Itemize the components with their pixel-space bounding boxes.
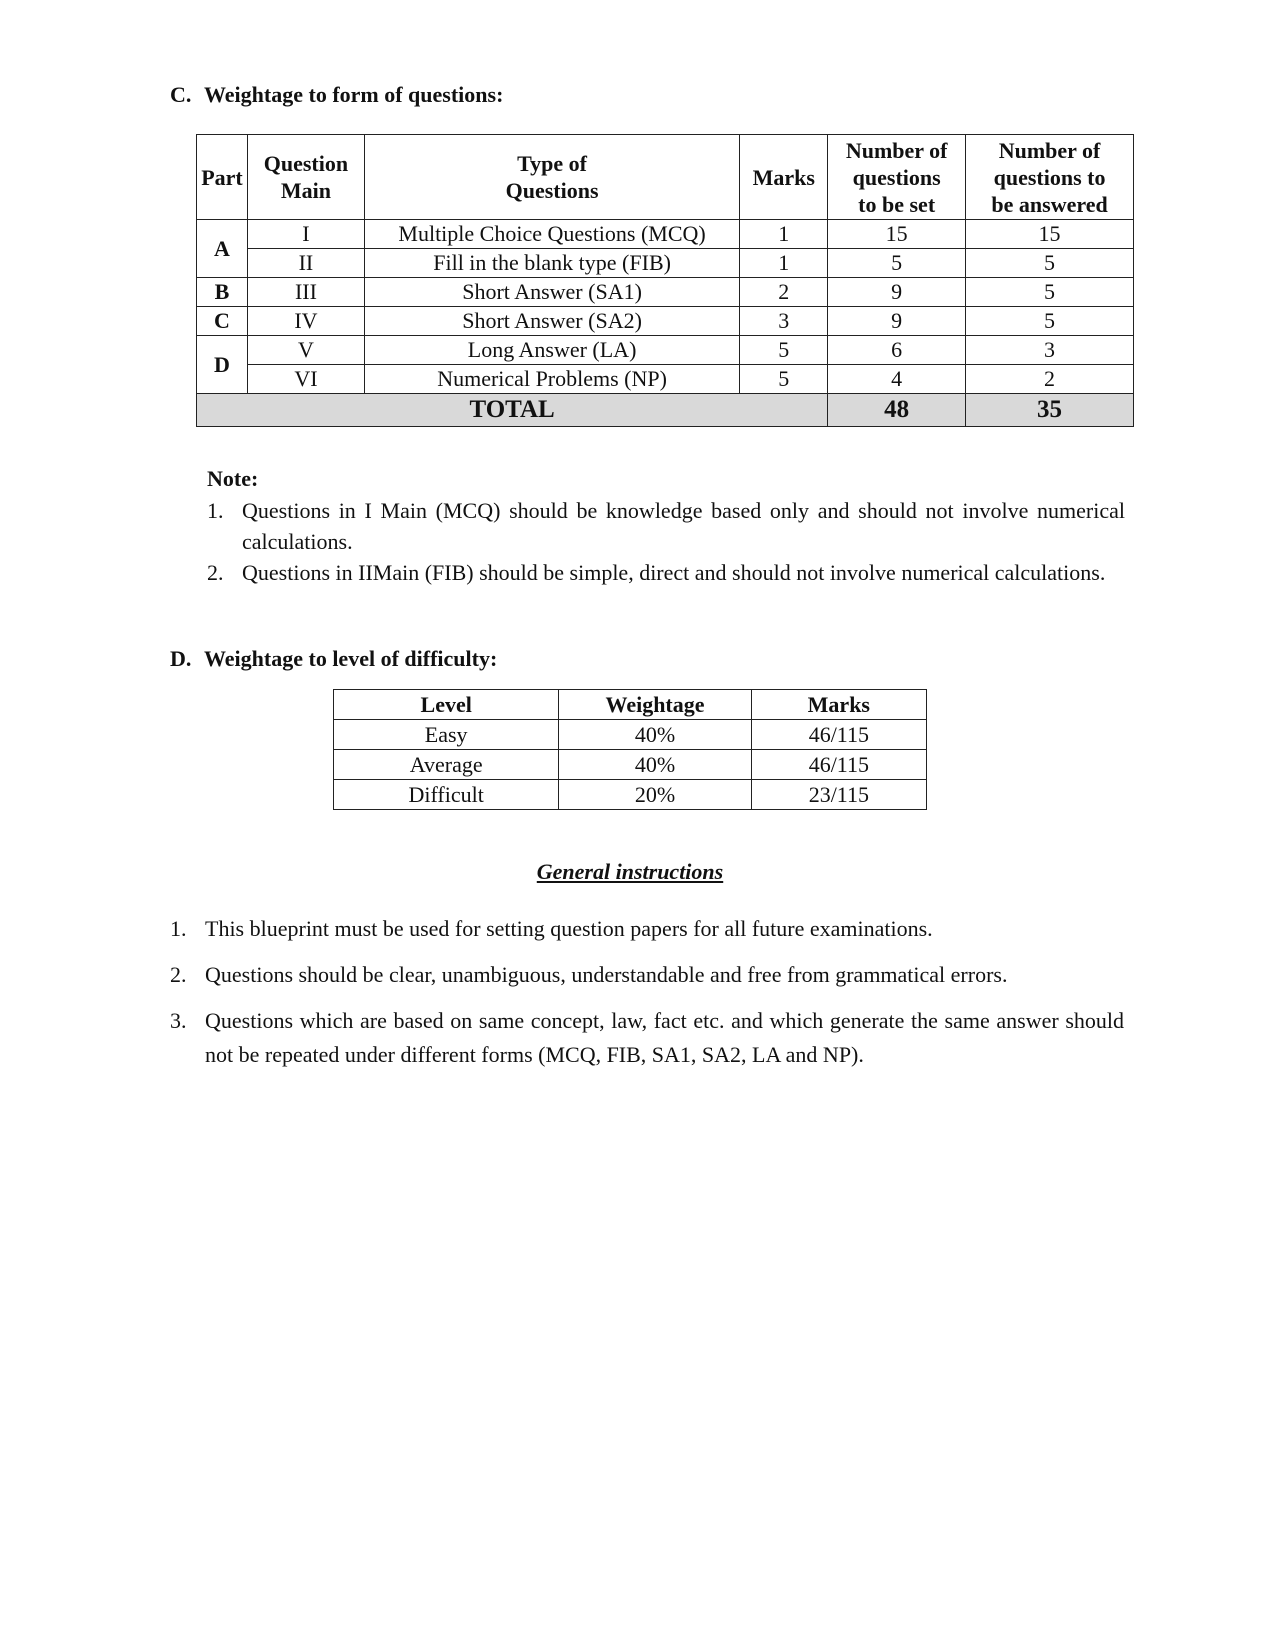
question-type-cell: Long Answer (LA) <box>364 336 739 365</box>
table-row <box>197 249 1134 278</box>
weightage-cell: 40% <box>559 720 751 750</box>
to-be-answered-cell: 5 <box>966 278 1134 307</box>
question-main-cell: III <box>247 278 364 307</box>
list-item <box>170 958 1124 992</box>
level-cell: Average <box>334 750 559 780</box>
question-main-cell: I <box>247 220 364 249</box>
list-item <box>207 495 1125 557</box>
header-level: Level <box>334 690 559 720</box>
section-d-title: Weightage to level of difficulty: <box>204 646 498 671</box>
header-to-be-answered: Number of questions to be answered <box>966 135 1134 220</box>
marks-cell: 3 <box>740 307 828 336</box>
header-marks: Marks <box>740 135 828 220</box>
question-type-cell: Multiple Choice Questions (MCQ) <box>364 220 739 249</box>
instruction-text: Questions which are based on same concept, law, fact etc. and which generate the same answer should not be repeated under different forms (MCQ, FIB, SA1, SA2, LA and NP). <box>205 1008 1124 1067</box>
to-be-answered-cell: 5 <box>966 307 1134 336</box>
table-header-row <box>197 135 1134 220</box>
table-row <box>197 336 1134 365</box>
to-be-answered-cell: 2 <box>966 365 1134 394</box>
to-be-answered-cell: 15 <box>966 220 1134 249</box>
weightage-cell: 40% <box>559 750 751 780</box>
marks-cell: 1 <box>740 220 828 249</box>
table-row <box>197 307 1134 336</box>
question-type-cell: Numerical Problems (NP) <box>364 365 739 394</box>
marks-cell: 46/115 <box>751 720 926 750</box>
to-be-set-cell: 4 <box>828 365 966 394</box>
marks-cell: 46/115 <box>751 750 926 780</box>
note-number: 2. <box>207 560 224 585</box>
general-instructions-list <box>170 912 1124 1084</box>
instruction-number: 2. <box>170 962 187 987</box>
instruction-text: Questions should be clear, unambiguous, understandable and free from grammatical errors. <box>205 962 1008 987</box>
table-row <box>197 278 1134 307</box>
to-be-set-cell: 15 <box>828 220 966 249</box>
instruction-number: 1. <box>170 916 187 941</box>
header-weightage: Weightage <box>559 690 751 720</box>
weightage-cell: 20% <box>559 780 751 810</box>
weightage-form-table <box>196 134 1134 427</box>
question-type-cell: Fill in the blank type (FIB) <box>364 249 739 278</box>
header-marks: Marks <box>751 690 926 720</box>
table-header-row <box>334 690 927 720</box>
list-item <box>170 912 1124 946</box>
table-row <box>197 220 1134 249</box>
part-cell: A <box>197 220 248 278</box>
section-c-label: C. <box>170 82 192 107</box>
instruction-text: This blueprint must be used for setting question papers for all future examinations. <box>205 916 933 941</box>
question-type-cell: Short Answer (SA1) <box>364 278 739 307</box>
list-item <box>207 557 1125 588</box>
list-item <box>170 1004 1124 1072</box>
note-number: 1. <box>207 498 224 523</box>
question-type-cell: Short Answer (SA2) <box>364 307 739 336</box>
marks-cell: 23/115 <box>751 780 926 810</box>
marks-cell: 5 <box>740 365 828 394</box>
section-c-title: Weightage to form of questions: <box>204 82 504 107</box>
question-main-cell: II <box>247 249 364 278</box>
section-d-label: D. <box>170 646 192 671</box>
to-be-answered-cell: 3 <box>966 336 1134 365</box>
total-label: TOTAL <box>197 394 828 427</box>
header-question-main: Question Main <box>247 135 364 220</box>
difficulty-table <box>333 689 927 810</box>
level-cell: Difficult <box>334 780 559 810</box>
instruction-number: 3. <box>170 1008 187 1033</box>
note-text: Questions in I Main (MCQ) should be knowledge based only and should not involve numerical calculations. <box>242 498 1125 554</box>
note-text: Questions in IIMain (FIB) should be simple, direct and should not involve numerical calculations. <box>242 560 1106 585</box>
level-cell: Easy <box>334 720 559 750</box>
to-be-answered-cell: 5 <box>966 249 1134 278</box>
table-row <box>197 365 1134 394</box>
header-to-be-set: Number of questions to be set <box>828 135 966 220</box>
to-be-set-cell: 5 <box>828 249 966 278</box>
header-type-of-questions: Type of Questions <box>364 135 739 220</box>
note-list <box>207 495 1125 588</box>
question-main-cell: VI <box>247 365 364 394</box>
part-cell: D <box>197 336 248 394</box>
total-row <box>197 394 1134 427</box>
to-be-set-cell: 9 <box>828 278 966 307</box>
part-cell: B <box>197 278 248 307</box>
to-be-set-cell: 6 <box>828 336 966 365</box>
table-row <box>334 780 927 810</box>
marks-cell: 2 <box>740 278 828 307</box>
section-c-heading <box>170 82 503 108</box>
general-instructions-title: General instructions <box>536 859 724 884</box>
section-d-heading <box>170 646 497 672</box>
total-to-be-set: 48 <box>828 394 966 427</box>
marks-cell: 5 <box>740 336 828 365</box>
note-title: Note: <box>207 466 259 491</box>
total-to-be-answered: 35 <box>966 394 1134 427</box>
question-main-cell: IV <box>247 307 364 336</box>
marks-cell: 1 <box>740 249 828 278</box>
question-main-cell: V <box>247 336 364 365</box>
table-row <box>334 720 927 750</box>
table-row <box>334 750 927 780</box>
header-part: Part <box>197 135 248 220</box>
part-cell: C <box>197 307 248 336</box>
to-be-set-cell: 9 <box>828 307 966 336</box>
